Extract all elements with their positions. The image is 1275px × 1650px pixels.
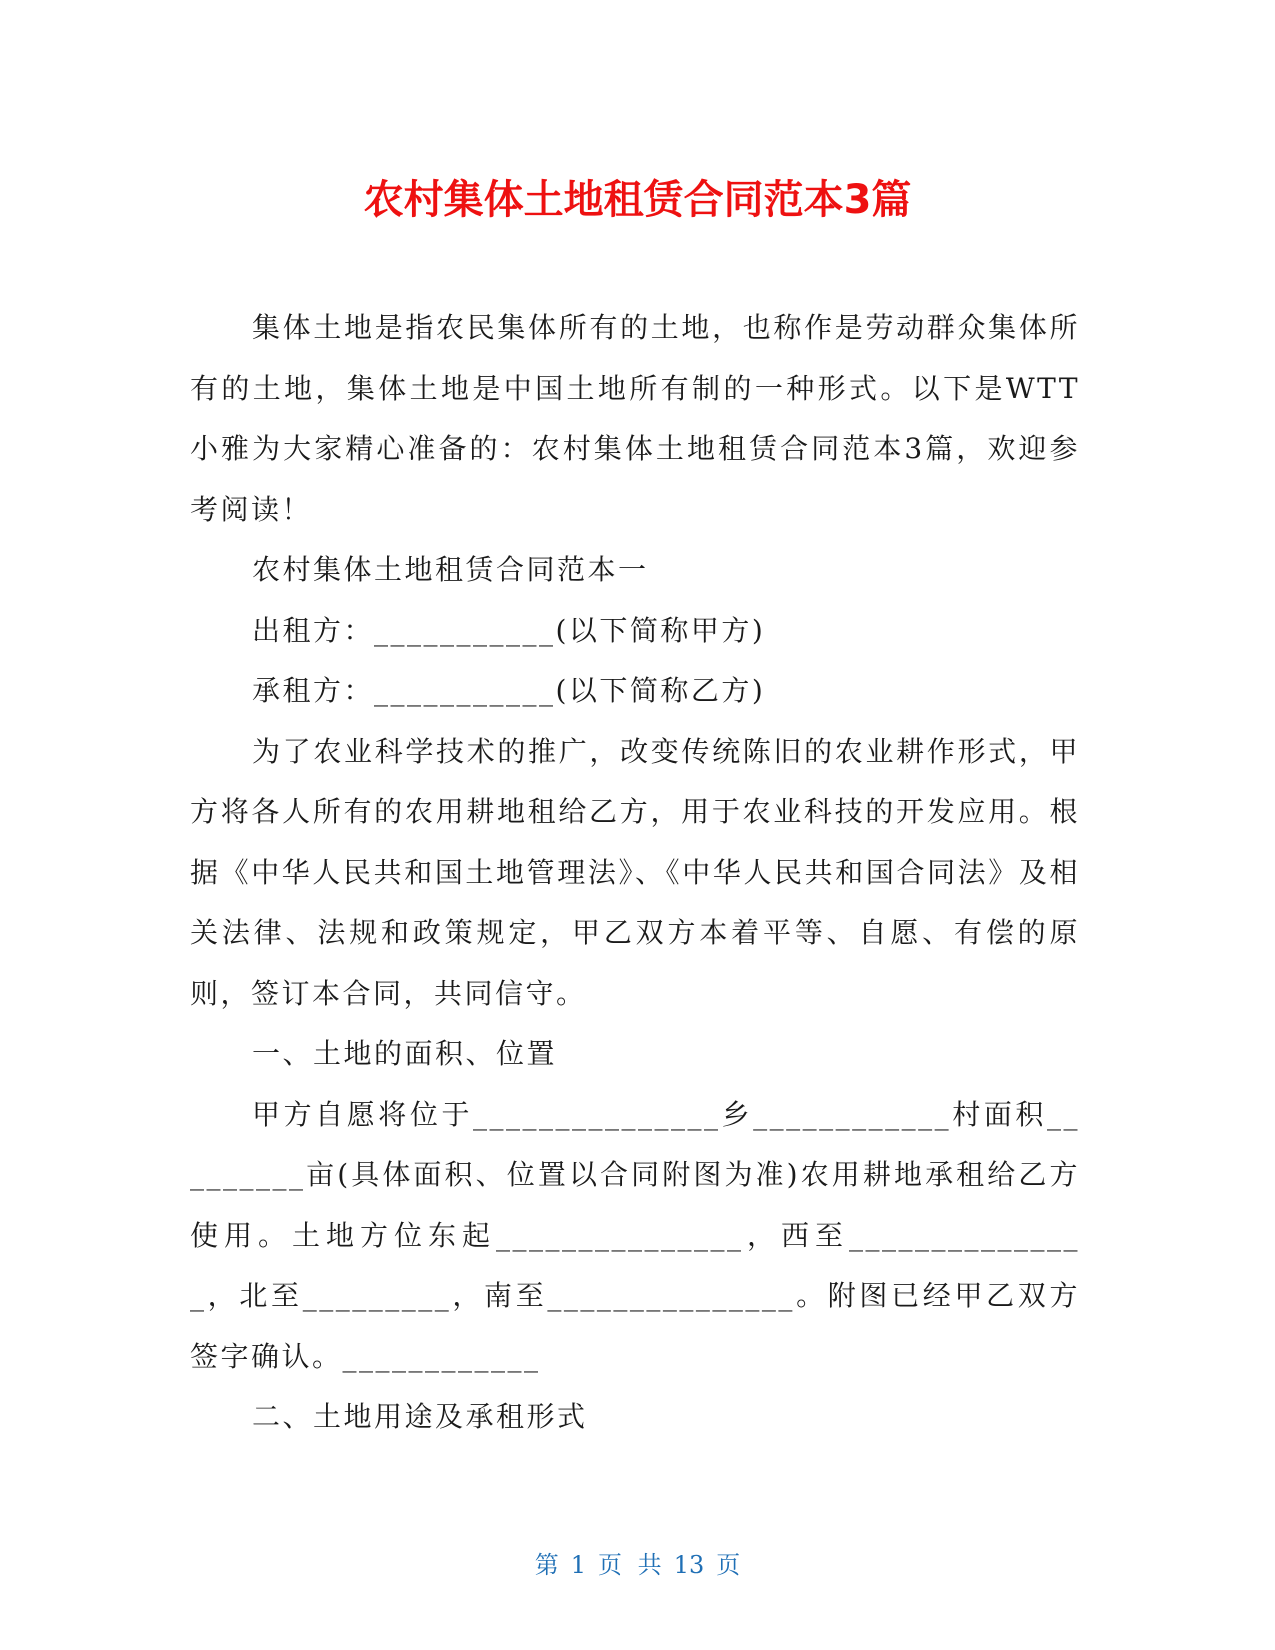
document-body: [190, 298, 1080, 1448]
section-heading-2: 二、土地用途及承租形式: [252, 1400, 588, 1433]
footer-total-pages: 13: [673, 1551, 705, 1579]
preamble-paragraph: 为了农业科学技术的推广，改变传统陈旧的农业耕作形式，甲方将各人所有的农用耕地租给乙方，用于农业科技的开发应用。根据《中华人民共和国土地管理法》、《中华人民共和国合同法》及相关法律、法规和政策规定，甲乙双方本着平等、自愿、有偿的原则，签订本合同，共同信守。: [190, 734, 1080, 1010]
section-1-paragraph: 甲方自愿将位于_______________乡____________村面积_________亩(具体面积、位置以合同附图为准)农用耕地承租给乙方使用。土地方位东起_______________，西至_______________，北至_________，南至_______________。附图已经甲乙双方签字确认。____________: [190, 1097, 1080, 1373]
lessor-line: 出租方：___________(以下简称甲方): [252, 613, 766, 647]
footer-page-number: 1: [570, 1551, 587, 1579]
page-footer: [0, 1545, 1275, 1580]
footer-mid: 页 共: [598, 1551, 662, 1579]
section-heading-1: 一、土地的面积、位置: [252, 1037, 558, 1070]
intro-paragraph: 集体土地是指农民集体所有的土地，也称作是劳动群众集体所有的土地，集体土地是中国土地所有制的一种形式。以下是WTT小雅为大家精心准备的：农村集体土地租赁合同范本3篇，欢迎参考阅读！: [190, 311, 1080, 526]
footer-prefix: 第: [534, 1551, 559, 1579]
sample-heading: 农村集体土地租赁合同范本一: [252, 553, 649, 586]
document-title: 农村集体土地租赁合同范本3篇: [363, 177, 912, 223]
footer-suffix: 页: [716, 1551, 741, 1579]
lessee-line: 承租方：___________(以下简称乙方): [252, 674, 766, 707]
